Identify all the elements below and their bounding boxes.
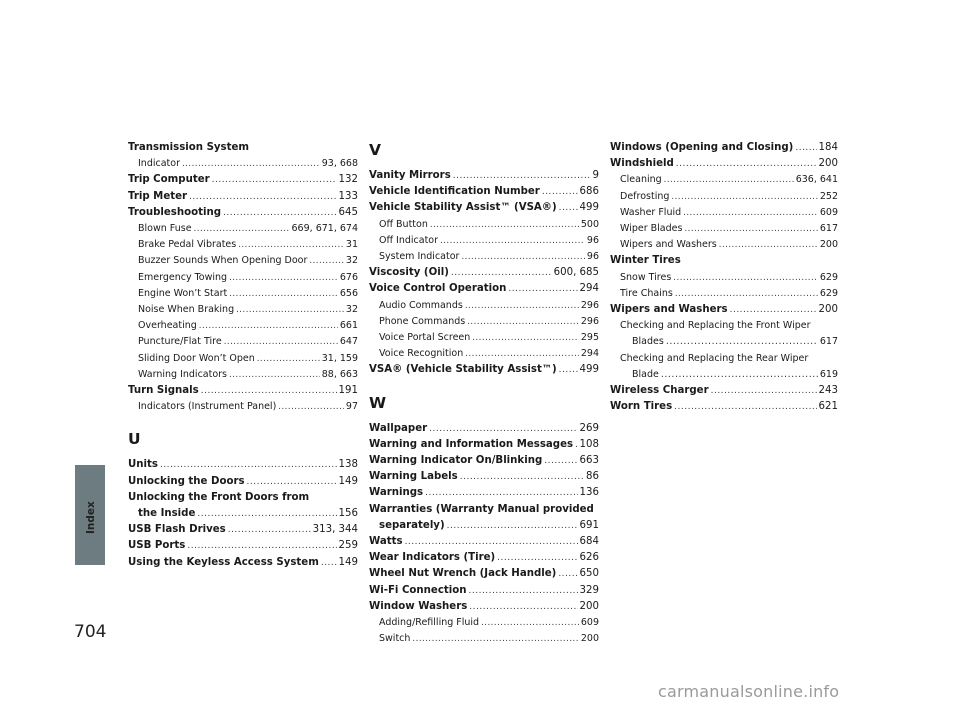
index-entry[interactable] xyxy=(128,140,358,156)
entry-term: Brake Pedal Vibrates xyxy=(138,239,237,251)
entry-pages[interactable]: 676 xyxy=(339,271,358,283)
leader-dots xyxy=(238,237,344,253)
leader-dots xyxy=(467,314,579,330)
index-entry[interactable] xyxy=(369,518,599,534)
leader-dots xyxy=(223,205,337,221)
leader-dots xyxy=(430,217,579,233)
leader-dots xyxy=(664,172,794,188)
leader-dots xyxy=(684,221,817,237)
entry-term: Units xyxy=(128,459,158,471)
entry-term: Checking and Replacing the Rear Wiper xyxy=(620,352,809,364)
index-entry[interactable] xyxy=(369,281,599,297)
entry-term: Unlocking the Doors xyxy=(128,475,245,487)
index-subentry[interactable] xyxy=(610,367,838,383)
leader-dots xyxy=(674,399,816,415)
section-letter-w: W xyxy=(369,393,387,412)
entry-pages[interactable]: 96 xyxy=(586,251,599,263)
leader-dots xyxy=(497,550,577,566)
entry-pages[interactable]: 108 xyxy=(579,438,599,450)
leader-dots xyxy=(719,237,818,253)
index-entry[interactable] xyxy=(128,383,358,399)
entry-pages[interactable]: 499 xyxy=(579,202,599,214)
index-entry[interactable] xyxy=(369,550,599,566)
leader-dots xyxy=(229,270,338,286)
entry-term: Wiper Blades xyxy=(620,223,683,235)
index-subentry[interactable] xyxy=(128,351,358,367)
index-entry[interactable] xyxy=(128,490,358,506)
entry-pages[interactable]: 499 xyxy=(579,364,599,376)
index-entry[interactable] xyxy=(369,437,599,453)
index-subentry[interactable] xyxy=(369,233,599,249)
entry-term: USB Flash Drives xyxy=(128,524,226,536)
leader-dots xyxy=(309,253,344,269)
leader-dots xyxy=(711,383,817,399)
leader-dots xyxy=(469,583,578,599)
entry-pages[interactable]: 86 xyxy=(586,471,599,483)
index-entry[interactable] xyxy=(610,156,838,172)
entry-pages[interactable]: 31, 159 xyxy=(321,352,358,364)
index-subentry[interactable] xyxy=(610,172,838,188)
index-subentry[interactable] xyxy=(610,189,838,205)
entry-pages[interactable]: 243 xyxy=(818,385,838,397)
index-entry[interactable] xyxy=(128,522,358,538)
leader-dots xyxy=(228,522,311,538)
index-subentry[interactable] xyxy=(610,270,838,286)
entry-pages[interactable]: 200 xyxy=(818,158,838,170)
index-entry[interactable] xyxy=(369,583,599,599)
index-entry[interactable] xyxy=(610,383,838,399)
entry-term: Off Indicator xyxy=(379,234,439,246)
entry-term: Wallpaper xyxy=(369,422,428,434)
leader-dots xyxy=(544,453,577,469)
entry-term: Warning and Information Messages xyxy=(369,438,574,450)
index-entry[interactable] xyxy=(369,453,599,469)
entry-pages[interactable]: 295 xyxy=(580,332,599,344)
entry-pages[interactable]: 636, 641 xyxy=(795,174,838,186)
leader-dots xyxy=(481,615,579,631)
index-entry[interactable] xyxy=(369,265,599,281)
entry-pages[interactable]: 621 xyxy=(818,401,838,413)
leader-dots xyxy=(675,286,818,302)
entry-term: Noise When Braking xyxy=(138,304,235,316)
leader-dots xyxy=(559,200,578,216)
index-subentry[interactable] xyxy=(369,298,599,314)
entry-pages[interactable]: 645 xyxy=(338,206,358,218)
leader-dots xyxy=(197,506,336,522)
entry-term: Voice Portal Screen xyxy=(379,332,471,344)
index-entry[interactable] xyxy=(369,502,599,518)
entry-pages[interactable]: 626 xyxy=(579,552,599,564)
entry-term: separately) xyxy=(379,519,445,531)
leader-dots xyxy=(461,249,584,265)
entry-pages[interactable]: 609 xyxy=(580,617,599,629)
entry-term: System Indicator xyxy=(379,251,460,263)
leader-dots xyxy=(412,631,578,647)
entry-term: the Inside xyxy=(138,508,196,520)
entry-term: Indicator xyxy=(138,158,180,170)
entry-pages[interactable]: 669, 671, 674 xyxy=(291,223,358,235)
index-entry[interactable] xyxy=(369,566,599,582)
entry-pages[interactable]: 9 xyxy=(592,170,599,181)
leader-dots xyxy=(247,474,337,490)
leader-dots xyxy=(212,172,337,188)
entry-term: Emergency Towing xyxy=(138,271,228,283)
entry-pages[interactable]: 269 xyxy=(579,422,599,434)
leader-dots xyxy=(508,281,577,297)
entry-term: Worn Tires xyxy=(610,401,673,413)
entry-pages[interactable]: 684 xyxy=(579,536,599,548)
entry-term: Buzzer Sounds When Opening Door xyxy=(138,255,308,267)
leader-dots xyxy=(575,437,578,453)
index-entry[interactable] xyxy=(369,362,599,378)
entry-term: Turn Signals xyxy=(128,385,199,397)
leader-dots xyxy=(236,302,344,318)
leader-dots xyxy=(451,265,552,281)
index-subentry[interactable] xyxy=(610,205,838,221)
entry-pages[interactable]: 661 xyxy=(339,320,358,332)
index-side-label: Index xyxy=(85,501,97,535)
entry-pages[interactable]: 136 xyxy=(579,487,599,499)
leader-dots xyxy=(683,205,818,221)
index-subentry[interactable] xyxy=(128,302,358,318)
leader-dots xyxy=(189,189,337,205)
index-entry[interactable] xyxy=(369,469,599,485)
leader-dots xyxy=(447,518,578,534)
index-entry[interactable] xyxy=(610,399,838,415)
entry-term: Washer Fluid xyxy=(620,206,682,218)
entry-pages[interactable]: 31 xyxy=(345,239,358,251)
leader-dots xyxy=(460,469,584,485)
index-subentry[interactable] xyxy=(128,334,358,350)
entries-u xyxy=(128,457,358,570)
entry-term: Windows (Opening and Closing) xyxy=(610,142,794,153)
leader-dots xyxy=(405,534,578,550)
entry-term: Trip Meter xyxy=(128,190,188,202)
index-entry[interactable] xyxy=(610,253,838,269)
entry-term: Off Button xyxy=(379,218,428,230)
entry-term: Sliding Door Won’t Open xyxy=(138,352,255,364)
leader-dots xyxy=(559,362,578,378)
entry-pages[interactable]: 619 xyxy=(819,368,838,380)
leader-dots xyxy=(453,168,591,184)
leader-dots xyxy=(730,302,817,318)
entry-pages[interactable]: 96 xyxy=(586,234,599,246)
leader-dots xyxy=(425,485,577,501)
index-subentry[interactable] xyxy=(128,367,358,383)
entry-term: Wipers and Washers xyxy=(610,304,728,316)
entry-term: USB Ports xyxy=(128,540,186,552)
entry-pages[interactable]: 184 xyxy=(818,142,838,153)
entry-pages[interactable]: 609 xyxy=(819,206,838,218)
leader-dots xyxy=(224,334,338,350)
leader-dots xyxy=(666,334,818,350)
leader-dots xyxy=(676,156,817,172)
entry-term: Wheel Nut Wrench (Jack Handle) xyxy=(369,568,557,580)
index-entry[interactable] xyxy=(128,457,358,473)
entry-pages[interactable]: 617 xyxy=(819,223,838,235)
entry-pages[interactable]: 294 xyxy=(579,283,599,295)
entry-term: Windshield xyxy=(610,158,674,170)
index-subentry[interactable] xyxy=(369,249,599,265)
leader-dots xyxy=(187,538,336,554)
entry-term: VSA® (Vehicle Stability Assist™) xyxy=(369,364,557,376)
index-subentry[interactable] xyxy=(610,351,838,367)
entry-term: Warranties (Warranty Manual provided xyxy=(369,503,594,515)
entry-term: Unlocking the Front Doors from xyxy=(128,491,310,503)
entry-pages[interactable]: 32 xyxy=(345,304,358,316)
entry-pages[interactable]: 133 xyxy=(338,190,358,202)
leader-dots xyxy=(194,221,290,237)
index-entry[interactable] xyxy=(610,140,838,156)
entry-pages[interactable]: 97 xyxy=(345,401,358,413)
index-subentry[interactable] xyxy=(128,318,358,334)
entry-term: Window Washers xyxy=(369,600,468,612)
index-entry[interactable] xyxy=(369,168,599,184)
index-column-3 xyxy=(610,140,838,415)
entry-term: Viscosity (Oil) xyxy=(369,267,449,279)
entry-pages[interactable]: 600, 685 xyxy=(553,267,599,279)
index-subentry[interactable] xyxy=(369,330,599,346)
entry-term: Blade xyxy=(632,368,659,380)
leader-dots xyxy=(469,599,577,615)
index-subentry[interactable] xyxy=(128,270,358,286)
entry-pages[interactable]: 200 xyxy=(580,633,599,645)
entry-term: Wireless Charger xyxy=(610,385,709,397)
watermark: carmanualsonline.info xyxy=(658,682,840,701)
entry-pages[interactable]: 647 xyxy=(339,336,358,348)
entry-term: Winter Tires xyxy=(610,255,681,267)
leader-dots xyxy=(671,189,817,205)
entry-term: Engine Won’t Start xyxy=(138,287,228,299)
entry-term: Phone Commands xyxy=(379,315,466,327)
index-subentry[interactable] xyxy=(128,237,358,253)
index-entry[interactable] xyxy=(128,189,358,205)
index-subentry[interactable] xyxy=(128,253,358,269)
index-entry[interactable] xyxy=(128,555,358,571)
entries-v xyxy=(369,168,599,379)
entry-pages[interactable]: 156 xyxy=(338,508,358,520)
leader-dots xyxy=(472,330,579,346)
index-entry[interactable] xyxy=(369,421,599,437)
entry-pages[interactable]: 313, 344 xyxy=(312,524,358,536)
leader-dots xyxy=(257,351,320,367)
index-entry[interactable] xyxy=(128,205,358,221)
leader-dots xyxy=(558,566,577,582)
entry-pages[interactable]: 132 xyxy=(338,174,358,186)
entry-pages[interactable]: 259 xyxy=(338,540,358,552)
entry-term: Vehicle Stability Assist™ (VSA®) xyxy=(369,202,557,214)
index-subentry[interactable] xyxy=(369,314,599,330)
index-subentry[interactable] xyxy=(369,217,599,233)
entry-term: Audio Commands xyxy=(379,299,463,311)
leader-dots xyxy=(795,140,816,156)
index-entry[interactable] xyxy=(128,538,358,554)
entry-pages[interactable]: 200 xyxy=(819,239,838,251)
index-subentry[interactable] xyxy=(610,237,838,253)
entry-pages[interactable]: 656 xyxy=(339,287,358,299)
leader-dots xyxy=(229,367,320,383)
entries-w xyxy=(369,421,599,648)
index-subentry[interactable] xyxy=(369,346,599,362)
leader-dots xyxy=(201,383,337,399)
entry-term: Voice Recognition xyxy=(379,348,464,360)
entry-term: Checking and Replacing the Front Wiper xyxy=(620,320,811,332)
index-subentry[interactable] xyxy=(610,318,838,334)
entry-pages[interactable]: 329 xyxy=(579,584,599,596)
index-subentry[interactable] xyxy=(610,286,838,302)
entry-term: Blown Fuse xyxy=(138,223,192,235)
leader-dots xyxy=(465,346,579,362)
entry-term: Snow Tires xyxy=(620,271,672,283)
entry-pages[interactable]: 191 xyxy=(338,385,358,397)
entry-term: Voice Control Operation xyxy=(369,283,507,295)
entry-term: Tire Chains xyxy=(620,287,673,299)
entry-pages[interactable]: 149 xyxy=(338,475,358,487)
entry-pages[interactable]: 691 xyxy=(579,519,599,531)
entry-term: Blades xyxy=(632,336,664,348)
index-entry[interactable] xyxy=(369,485,599,501)
entry-term: Defrosting xyxy=(620,190,670,202)
entry-term: Troubleshooting xyxy=(128,206,222,218)
entry-term: Warning Indicator On/Blinking xyxy=(369,455,543,467)
entry-pages[interactable]: 617 xyxy=(819,336,838,348)
entry-term: Switch xyxy=(379,633,411,645)
entry-pages[interactable]: 294 xyxy=(580,348,599,360)
entry-term: Vehicle Identification Number xyxy=(369,186,540,198)
entry-pages[interactable]: 138 xyxy=(338,459,358,471)
entry-term: Vanity Mirrors xyxy=(369,170,451,181)
leader-dots xyxy=(542,184,578,200)
leader-dots xyxy=(199,318,338,334)
entry-term: Warning Indicators xyxy=(138,368,228,380)
index-subentry[interactable] xyxy=(369,631,599,647)
index-subentry[interactable] xyxy=(128,286,358,302)
leader-dots xyxy=(465,298,579,314)
entry-term: Wi-Fi Connection xyxy=(369,584,467,596)
leader-dots xyxy=(661,367,818,383)
entry-term: Watts xyxy=(369,536,403,548)
index-entry[interactable] xyxy=(128,474,358,490)
index-entry[interactable] xyxy=(369,200,599,216)
leader-dots xyxy=(673,270,818,286)
leader-dots xyxy=(182,156,320,172)
entry-pages[interactable]: 650 xyxy=(579,568,599,580)
page-number: 704 xyxy=(74,622,107,642)
entry-pages[interactable]: 88, 663 xyxy=(321,368,358,380)
entry-term: Overheating xyxy=(138,320,197,332)
entry-term: Indicators (Instrument Panel) xyxy=(138,401,277,413)
leader-dots xyxy=(321,555,337,571)
index-subentry[interactable] xyxy=(610,221,838,237)
index-column-1 xyxy=(128,140,358,571)
entry-term: Using the Keyless Access System xyxy=(128,556,319,568)
entry-term: Wipers and Washers xyxy=(620,239,717,251)
entry-term: Adding/Refilling Fluid xyxy=(379,617,480,629)
entry-pages[interactable]: 32 xyxy=(345,255,358,267)
entry-pages[interactable]: 200 xyxy=(579,600,599,612)
index-entry[interactable] xyxy=(369,599,599,615)
entry-pages[interactable]: 296 xyxy=(580,299,599,311)
entry-term: Warning Labels xyxy=(369,471,458,483)
entry-term: Transmission System xyxy=(128,142,250,153)
leader-dots xyxy=(160,457,337,473)
index-entry[interactable] xyxy=(128,506,358,522)
index-subentry[interactable] xyxy=(128,399,358,415)
leader-dots xyxy=(440,233,585,249)
index-column-2 xyxy=(369,140,599,647)
entry-pages[interactable]: 663 xyxy=(579,455,599,467)
section-letter-u: U xyxy=(128,430,141,449)
entry-pages[interactable]: 252 xyxy=(819,190,838,202)
entry-pages[interactable]: 296 xyxy=(580,315,599,327)
entry-pages[interactable]: 686 xyxy=(579,186,599,198)
entry-pages[interactable]: 629 xyxy=(819,271,838,283)
entry-term: Trip Computer xyxy=(128,174,210,186)
entry-pages[interactable]: 200 xyxy=(818,304,838,316)
leader-dots xyxy=(278,399,344,415)
index-subentry[interactable] xyxy=(128,221,358,237)
index-entry[interactable] xyxy=(610,302,838,318)
entry-pages[interactable]: 629 xyxy=(819,287,838,299)
index-entry[interactable] xyxy=(369,184,599,200)
leader-dots xyxy=(229,286,338,302)
entry-term: Cleaning xyxy=(620,174,662,186)
index-subentry[interactable] xyxy=(610,334,838,350)
entry-term: Puncture/Flat Tire xyxy=(138,336,222,348)
leader-dots xyxy=(429,421,577,437)
entry-pages[interactable]: 149 xyxy=(338,556,358,568)
index-entry[interactable] xyxy=(369,534,599,550)
section-letter-v: V xyxy=(369,141,381,159)
entry-pages[interactable]: 500 xyxy=(580,218,599,230)
entries-t xyxy=(128,140,358,415)
index-subentry[interactable] xyxy=(369,615,599,631)
entry-term: Wear Indicators (Tire) xyxy=(369,552,496,564)
index-subentry[interactable] xyxy=(128,156,358,172)
entry-pages[interactable]: 93, 668 xyxy=(321,158,358,170)
entries-w-cont xyxy=(610,140,838,415)
index-entry[interactable] xyxy=(128,172,358,188)
entry-term: Warnings xyxy=(369,487,424,499)
